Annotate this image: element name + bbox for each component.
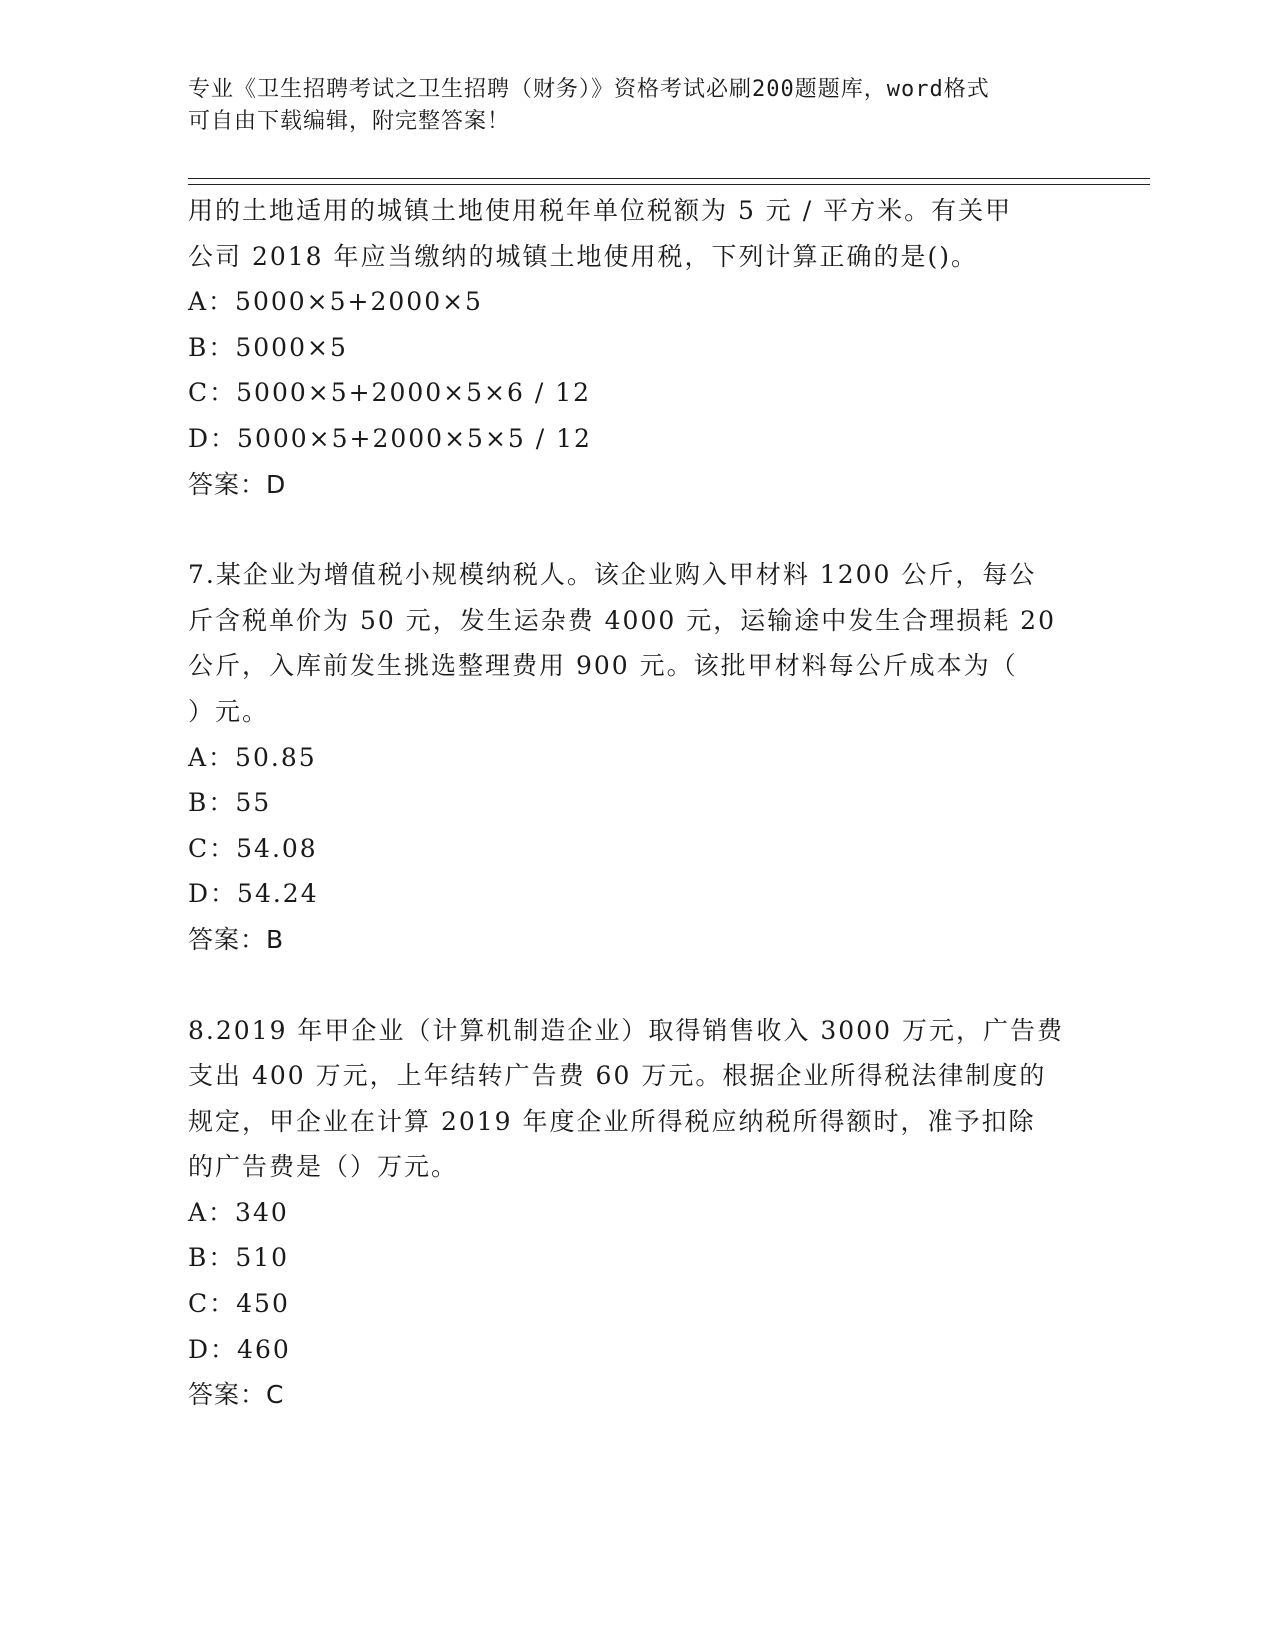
option-d: D：5000×5+2000×5×5 / 12 bbox=[188, 423, 592, 453]
option-a: A：5000×5+2000×5 bbox=[188, 287, 483, 317]
question-text: 规定，甲企业在计算 2019 年度企业所得税应纳税所得额时，准予扣除 bbox=[188, 1106, 1036, 1136]
option-a: A：340 bbox=[188, 1197, 289, 1227]
answer: 答案：B bbox=[188, 924, 285, 954]
document-body bbox=[188, 188, 1088, 1418]
question-text: 支出 400 万元，上年结转广告费 60 万元。根据企业所得税法律制度的 bbox=[188, 1061, 1047, 1091]
question-text: 用的土地适用的城镇土地使用税年单位税额为 5 元 / 平方米。有关甲 bbox=[188, 196, 1013, 225]
option-b: B：510 bbox=[188, 1243, 290, 1273]
question-8 bbox=[188, 1008, 1088, 1418]
question-text: 7.某企业为增值税小规模纳税人。该企业购入甲材料 1200 公斤，每公 bbox=[188, 560, 1037, 590]
option-d: D：54.24 bbox=[188, 879, 319, 909]
question-7 bbox=[188, 552, 1088, 962]
option-d: D：460 bbox=[188, 1334, 291, 1364]
header-divider bbox=[188, 178, 1150, 185]
question-text: ）元。 bbox=[188, 696, 270, 726]
spacer bbox=[188, 963, 1088, 1008]
header-title-line-2: 可自由下载编辑，附完整答案！ bbox=[188, 109, 511, 134]
option-b: B：5000×5 bbox=[188, 332, 348, 362]
option-c: C：54.08 bbox=[188, 833, 318, 863]
question-text: 公司 2018 年应当缴纳的城镇土地使用税，下列计算正确的是()。 bbox=[188, 241, 979, 271]
document-header bbox=[188, 74, 1088, 138]
question-text: 斤含税单价为 50 元，发生运杂费 4000 元，运输途中发生合理损耗 20 bbox=[188, 605, 1056, 635]
answer: 答案：D bbox=[188, 469, 287, 499]
option-c: C：450 bbox=[188, 1289, 290, 1319]
question-6 bbox=[188, 188, 1088, 507]
option-b: B：55 bbox=[188, 788, 272, 818]
header-title-line-1: 专业《卫生招聘考试之卫生招聘（财务）》资格考试必刷200题题库，word格式 bbox=[188, 77, 990, 102]
question-text: 8.2019 年甲企业（计算机制造企业）取得销售收入 3000 万元，广告费 bbox=[188, 1015, 1064, 1045]
option-c: C：5000×5+2000×5×6 / 12 bbox=[188, 378, 592, 408]
answer: 答案：C bbox=[188, 1380, 285, 1410]
question-text: 公斤，入库前发生挑选整理费用 900 元。该批甲材料每公斤成本为（ bbox=[188, 651, 1018, 681]
option-a: A：50.85 bbox=[188, 742, 317, 772]
spacer bbox=[188, 507, 1088, 552]
question-text: 的广告费是（）万元。 bbox=[188, 1152, 459, 1182]
